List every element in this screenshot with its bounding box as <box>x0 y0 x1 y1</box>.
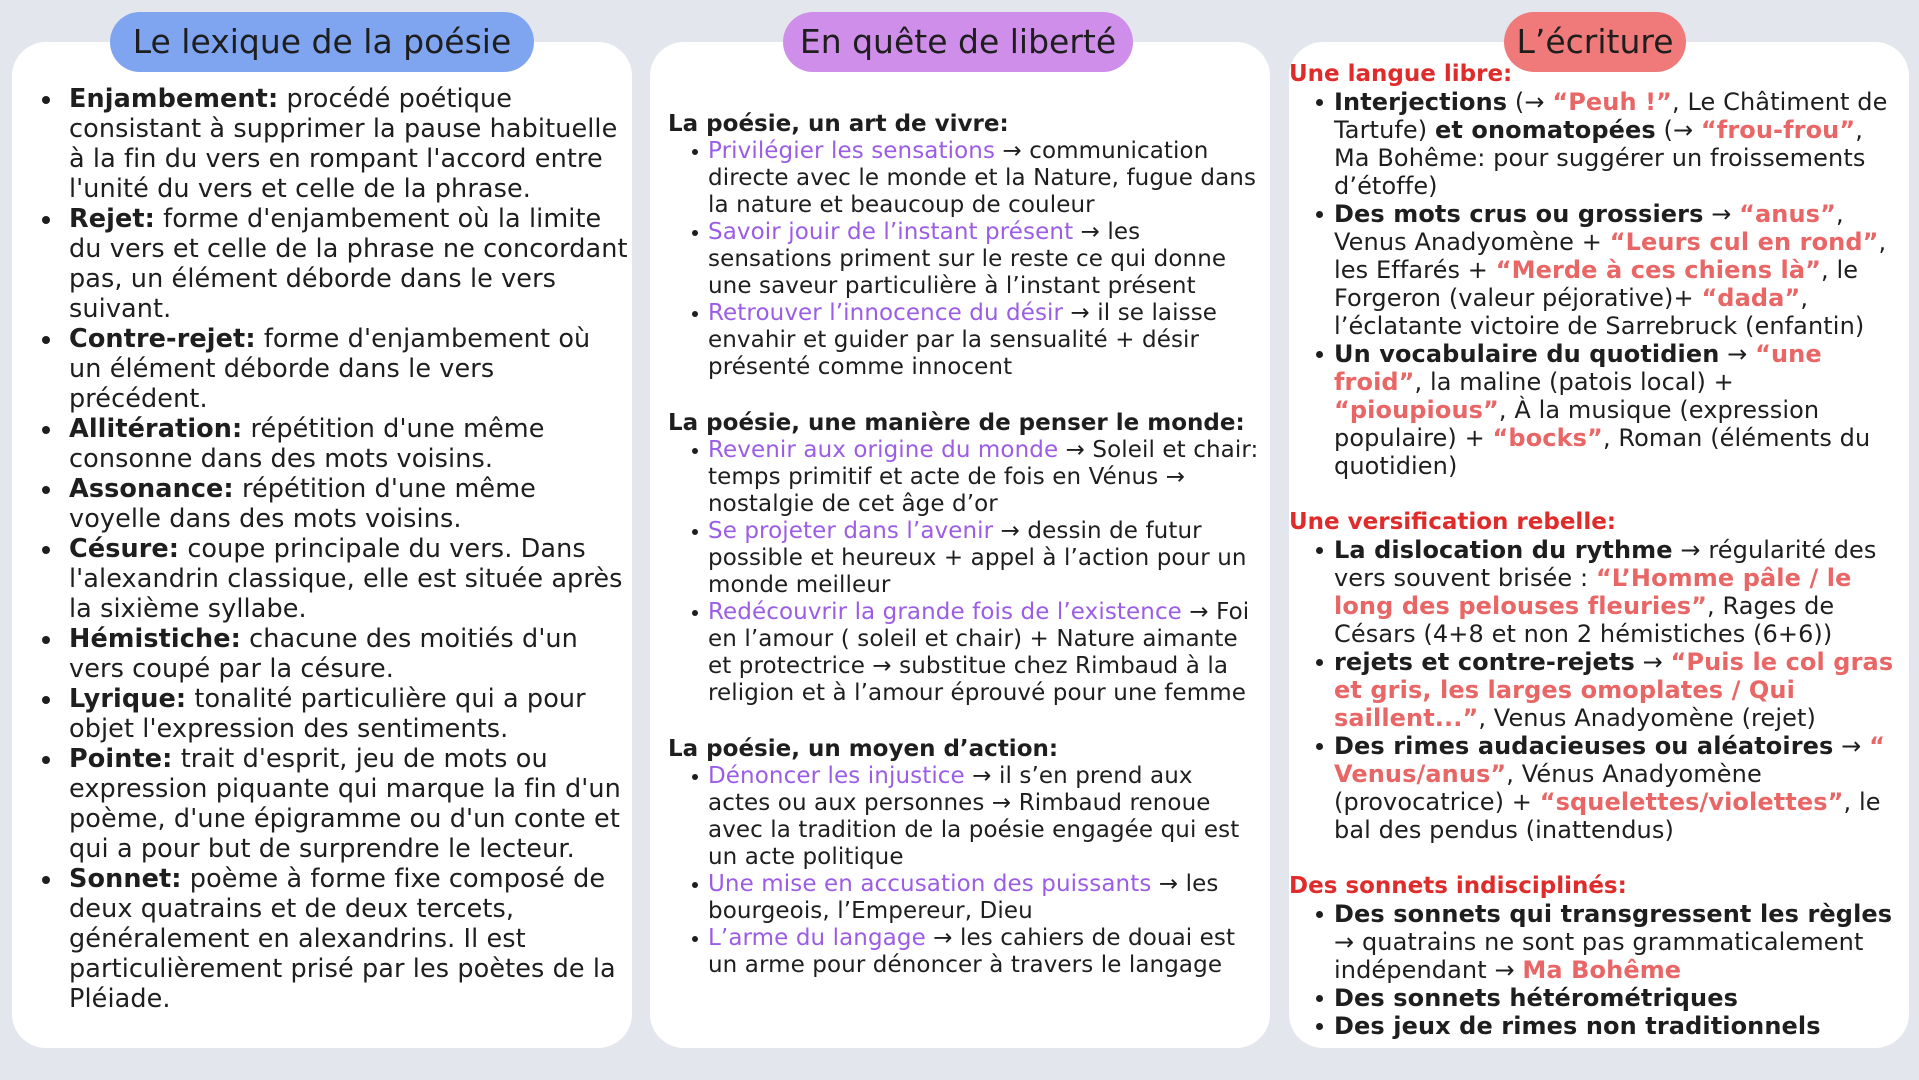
list-item: Rejet: forme d'enjambement où la limite du vers et celle de la phrase ne concordant pas, un élément déborde dans le vers suivant. <box>30 204 628 324</box>
list-item: La dislocation du rythme → régularité des vers souvent brisée : “L’Homme pâle / le long des pelouses fleuries”, Rages de Césars (4+8 et non 2 hémistiches (6+6)) <box>1289 536 1903 648</box>
list-item: L’arme du langage → les cahiers de douai est un arme pour dénoncer à travers le langage <box>668 925 1260 979</box>
section-heading: Des sonnets indisciplinés: <box>1289 873 1627 899</box>
lexique-title: Le lexique de la poésie <box>110 12 534 72</box>
list-item: Des rimes audacieuses ou aléatoires → “ Venus/anus”, Vénus Anadyomène (provocatrice) + “squelettes/violettes”, le bal des pendus (inattendus) <box>1289 732 1903 844</box>
list-item: Se projeter dans l’avenir → dessin de futur possible et heureux + appel à l’action pour un monde meilleur <box>668 518 1260 599</box>
list-item: Des sonnets hétérométriques <box>1289 984 1903 1012</box>
list-item: Privilégier les sensations → communication directe avec le monde et la Nature, fugue dans la nature et beaucoup de couleur <box>668 138 1260 219</box>
section-heading: La poésie, un art de vivre: <box>668 111 1009 137</box>
section-heading: La poésie, une manière de penser le monde: <box>668 410 1245 436</box>
list-item: rejets et contre-rejets → “Puis le col gras et gris, les larges omoplates / Qui saillent...”, Venus Anadyomène (rejet) <box>1289 648 1903 732</box>
list-item: Lyrique: tonalité particulière qui a pour objet l'expression des sentiments. <box>30 684 628 744</box>
section-heading: Une langue libre: <box>1289 61 1513 87</box>
list-item: Revenir aux origine du monde → Soleil et chair: temps primitif et acte de fois en Vénus → nostalgie de cet âge d’or <box>668 437 1260 518</box>
section-penser-le-monde <box>668 409 1260 707</box>
list-item: Redécouvrir la grande fois de l’existence → Foi en l’amour ( soleil et chair) + Nature aimante et protectrice → substitue chez Rimbaud à la religion et à l’amour éprouvé pour une femme <box>668 599 1260 707</box>
list-item: Dénoncer les injustice → il s’en prend aux actes ou aux personnes → Rimbaud renoue avec la tradition de la poésie engagée qui est un acte politique <box>668 763 1260 871</box>
ecriture-section <box>1289 60 1903 480</box>
liberte-title: En quête de liberté <box>783 12 1133 72</box>
ecriture-content <box>1289 60 1903 1040</box>
list-item: Savoir jouir de l’instant présent → les sensations priment sur le reste ce qui donne une saveur particulière à l’instant présent <box>668 219 1260 300</box>
list-item: Interjections (→ “Peuh !”, Le Châtiment de Tartufe) et onomatopées (→ “frou-frou”, Ma Bohême: pour suggérer un froissements d’étoffe) <box>1289 88 1903 200</box>
ecriture-section <box>1289 872 1903 1040</box>
list-item: Retrouver l’innocence du désir → il se laisse envahir et guider par la sensualité + désir présenté comme innocent <box>668 300 1260 381</box>
list-item: Sonnet: poème à forme fixe composé de deux quatrains et de deux tercets, généralement en alexandrins. Il est particulièrement prisé par les poètes de la Pléiade. <box>30 864 628 1014</box>
list-item: Allitération: répétition d'une même consonne dans des mots voisins. <box>30 414 628 474</box>
list-item: Hémistiche: chacune des moitiés d'un vers coupé par la césure. <box>30 624 628 684</box>
section-moyen-d-action <box>668 735 1260 979</box>
list-item: Césure: coupe principale du vers. Dans l'alexandrin classique, elle est située après la sixième syllabe. <box>30 534 628 624</box>
liberte-panel <box>650 42 1270 1048</box>
ecriture-section <box>1289 508 1903 844</box>
list-item: Des jeux de rimes non traditionnels <box>1289 1012 1903 1040</box>
list-item: Contre-rejet: forme d'enjambement où un élément déborde dans le vers précédent. <box>30 324 628 414</box>
lexique-list <box>30 84 628 1014</box>
list-item: Des sonnets qui transgressent les règles → quatrains ne sont pas grammaticalement indépendant → Ma Bohême <box>1289 900 1903 984</box>
list-item: Un vocabulaire du quotidien → “une froid”, la maline (patois local) + “pioupious”, À la musique (expression populaire) + “bocks”, Roman (éléments du quotidien) <box>1289 340 1903 480</box>
list-item: Enjambement: procédé poétique consistant à supprimer la pause habituelle à la fin du vers en rompant l'accord entre l'unité du vers et celle de la phrase. <box>30 84 628 204</box>
list-item: Pointe: trait d'esprit, jeu de mots ou expression piquante qui marque la fin d'un poème, d'une épigramme ou d'un conte et qui a pour but de surprendre le lecteur. <box>30 744 628 864</box>
ecriture-panel <box>1289 42 1909 1048</box>
ecriture-title: L’écriture <box>1504 12 1686 72</box>
list-item: Assonance: répétition d'une même voyelle dans des mots voisins. <box>30 474 628 534</box>
list-item: Une mise en accusation des puissants → les bourgeois, l’Empereur, Dieu <box>668 871 1260 925</box>
section-art-de-vivre <box>668 110 1260 381</box>
section-heading: La poésie, un moyen d’action: <box>668 736 1059 762</box>
lexique-panel <box>12 42 632 1048</box>
section-heading: Une versification rebelle: <box>1289 509 1616 535</box>
list-item: Des mots crus ou grossiers → “anus”, Venus Anadyomène + “Leurs cul en rond”, les Effarés + “Merde à ces chiens là”, le Forgeron (valeur péjorative)+ “dada”, l’éclatante victoire de Sarrebruck (enfantin) <box>1289 200 1903 340</box>
